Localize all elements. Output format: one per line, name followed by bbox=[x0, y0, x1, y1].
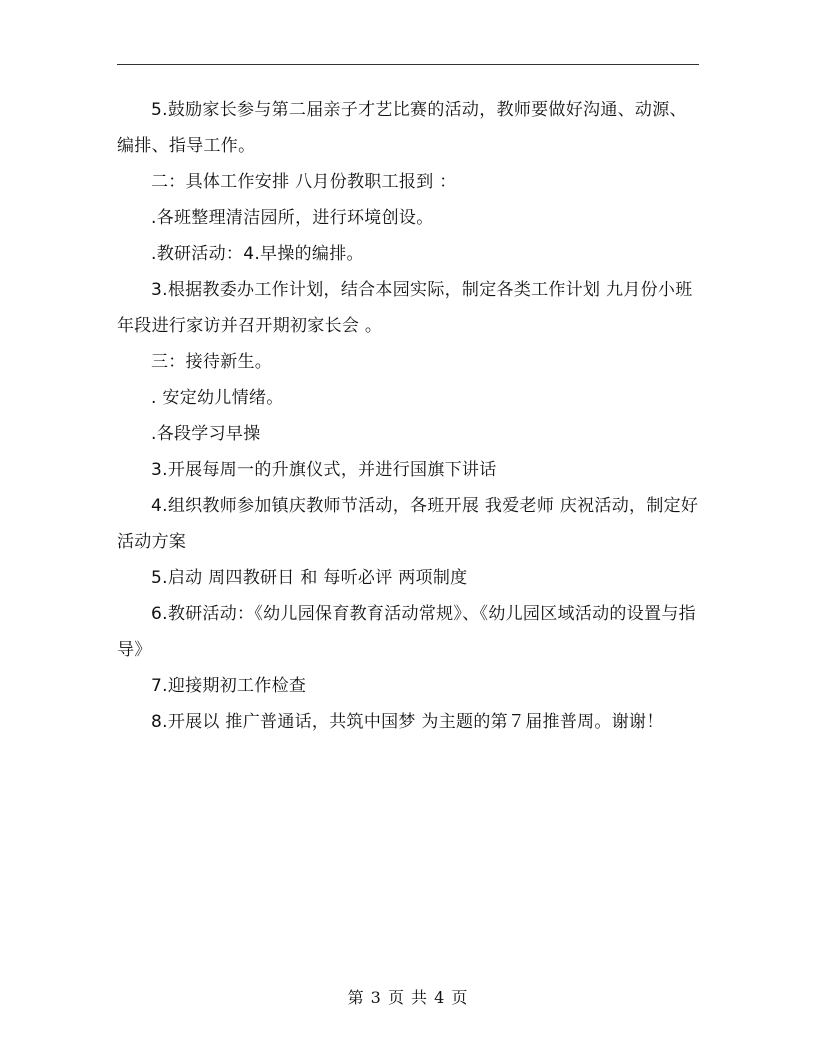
paragraph: 7.迎接期初工作检查 bbox=[151, 676, 307, 696]
paragraph: 3.根据教委办工作计划，结合本园实际，制定各类工作计划 九月份小班年段进行家访并召开期初家长会 。 bbox=[117, 280, 693, 336]
page-number: 第 3 页 共 4 页 bbox=[347, 988, 469, 1007]
header-rule bbox=[117, 64, 699, 65]
paragraph: 4.组织教师参加镇庆教师节活动，各班开展 我爱老师 庆祝活动，制定好活动方案 bbox=[117, 496, 699, 552]
paragraph: 6.教研活动：《幼儿园保育教育活动常规》、《幼儿园区域活动的设置与指导》 bbox=[117, 604, 696, 660]
paragraph: 5.启动 周四教研日 和 每听必评 两项制度 bbox=[151, 568, 468, 588]
paragraph: 5.鼓励家长参与第二届亲子才艺比赛的活动，教师要做好沟通、动源、编排、指导工作。 bbox=[117, 100, 687, 156]
paragraph: . 安定幼儿情绪。 bbox=[151, 388, 284, 408]
paragraph: 3.开展每周一的升旗仪式，并进行国旗下讲话 bbox=[151, 460, 497, 480]
paragraph: .各班整理清洁园所，进行环境创设。 bbox=[151, 208, 434, 228]
paragraph: 三：接待新生。 bbox=[151, 352, 273, 372]
paragraph: 8.开展以 推广普通话，共筑中国梦 为主题的第７届推普周。谢谢！ bbox=[151, 712, 664, 732]
document-body bbox=[117, 92, 699, 740]
paragraph: .各段学习早操 bbox=[151, 424, 261, 444]
paragraph: .教研活动：4.早操的编排。 bbox=[151, 244, 364, 264]
paragraph: 二：具体工作安排 八月份教职工报到 ： bbox=[151, 172, 457, 192]
